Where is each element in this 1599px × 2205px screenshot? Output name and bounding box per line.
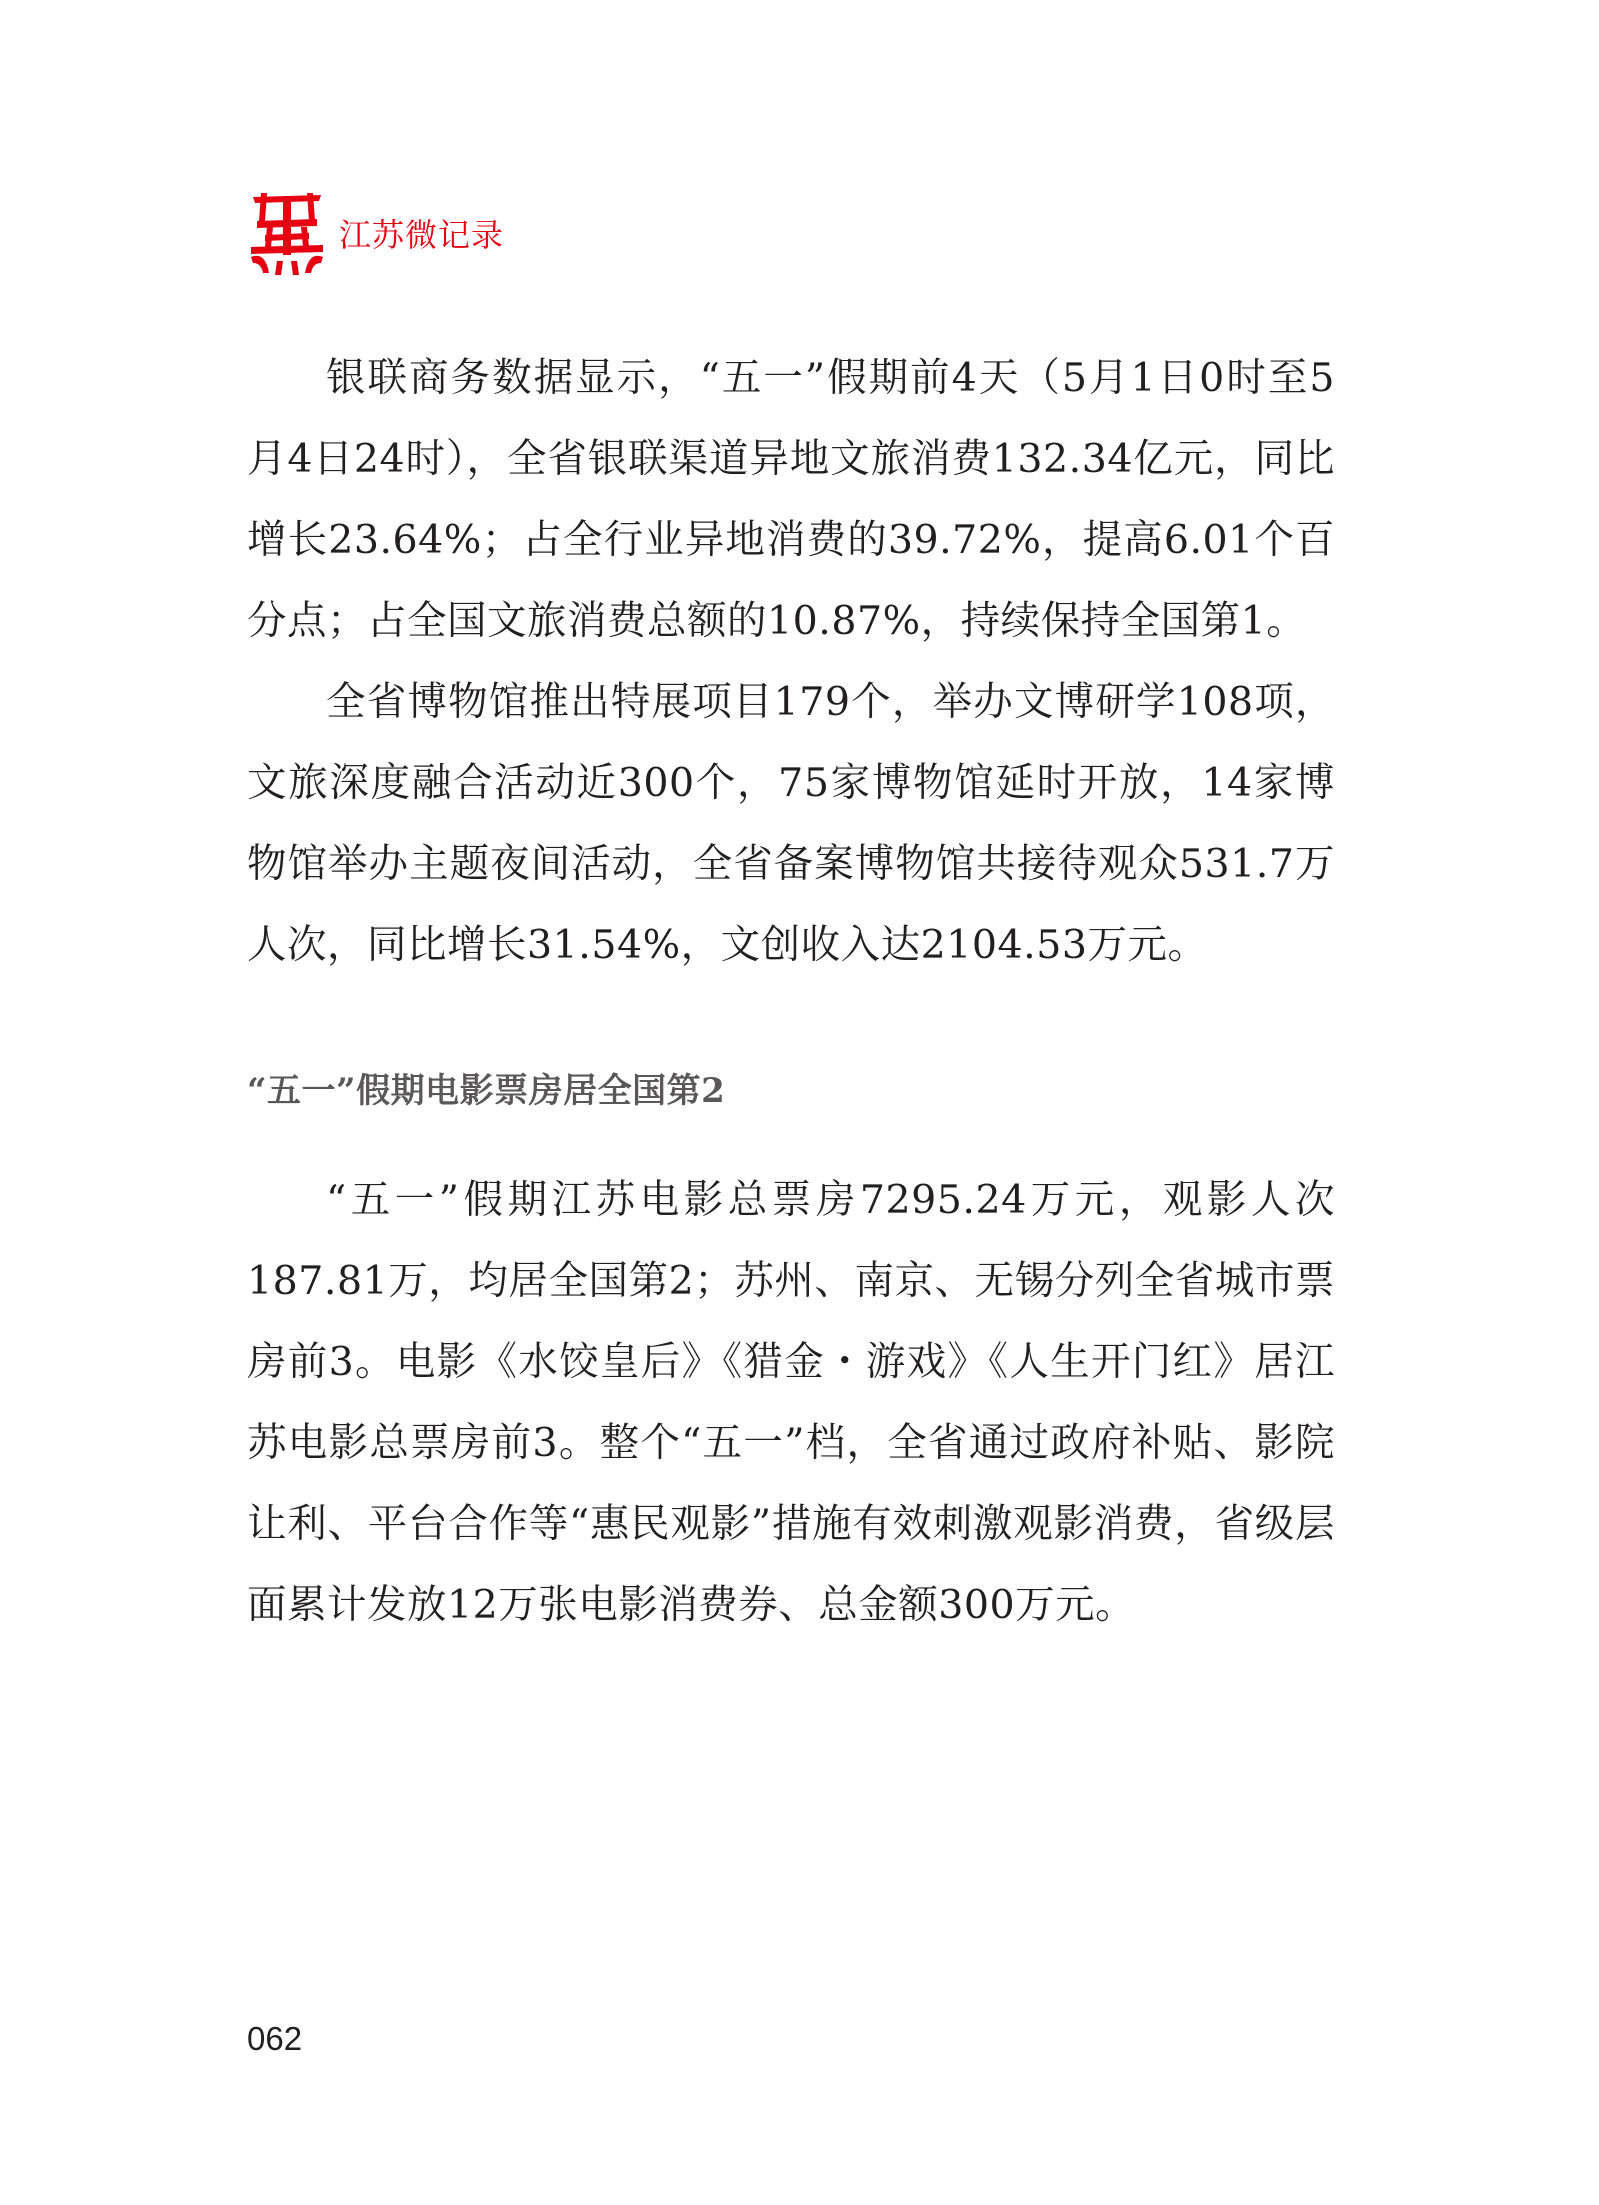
paragraph-consumption: 银联商务数据显示，“五一”假期前4天（5月1日0时至5月4日24时），全省银联渠道异地文旅消费132.34亿元，同比增长23.64%；占全行业异地消费的39.72%，提高6.01个百分点；占全国文旅消费总额的10.87%，持续保持全国第1。	[247, 355, 1335, 644]
series-title: 江苏微记录	[339, 216, 505, 254]
jiangsu-logo-icon	[247, 191, 327, 275]
page-header	[247, 188, 504, 278]
page-number: 062	[247, 2020, 303, 2057]
paragraph-museums: 全省博物馆推出特展项目179个，举办文博研学108项，文旅深度融合活动近300个，75家博物馆延时开放，14家博物馆举办主题夜间活动，全省备案博物馆共接待观众531.7万人次，同比增长31.54%，文创收入达2104.53万元。	[247, 679, 1335, 968]
article-body	[247, 338, 1335, 1646]
paragraph-box-office: “五一”假期江苏电影总票房7295.24万元，观影人次187.81万，均居全国第2；苏州、南京、无锡分列全省城市票房前3。电影《水饺皇后》《猎金・游戏》《人生开门红》居江苏电影总票房前3。整个“五一”档，全省通过政府补贴、影院让利、平台合作等“惠民观影”措施有效刺激观影消费，省级层面累计发放12万张电影消费券、总金额300万元。	[247, 1177, 1335, 1628]
section-heading: “五一”假期电影票房居全国第2	[247, 1071, 726, 1111]
